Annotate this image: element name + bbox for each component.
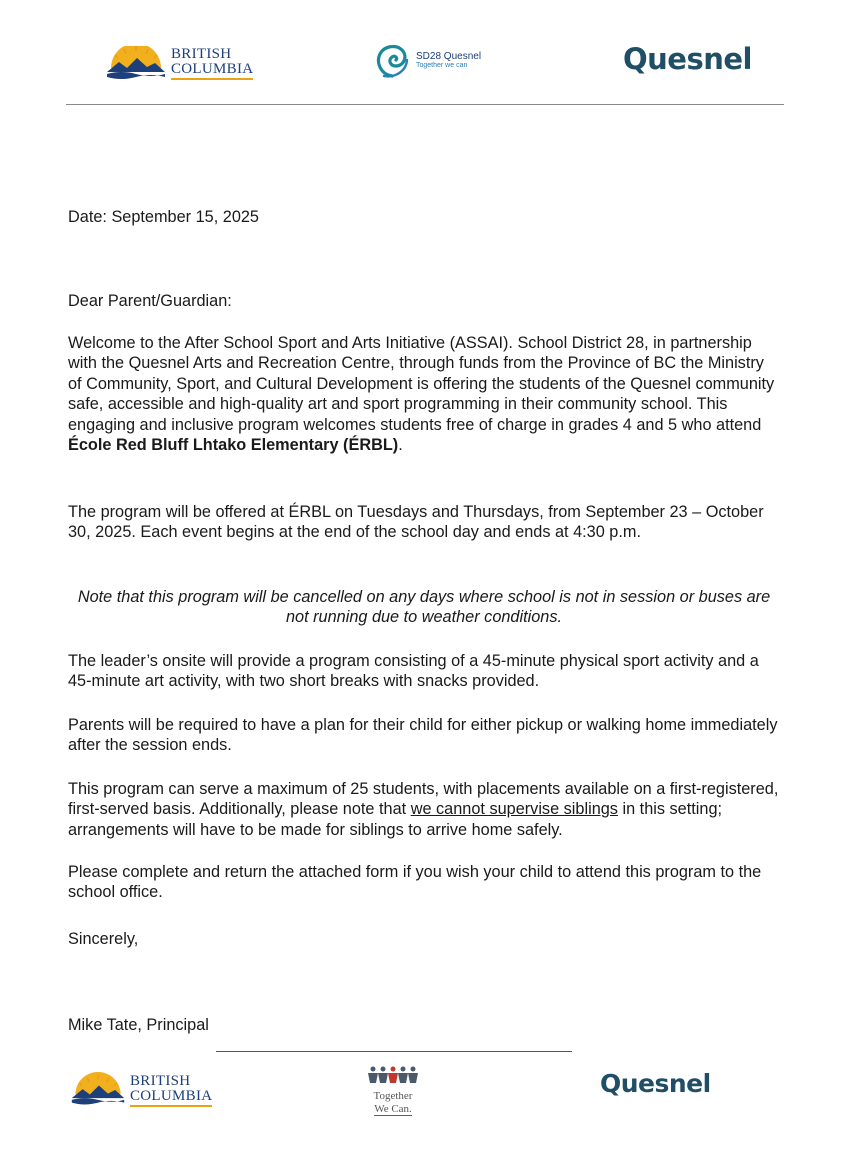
bc-line1: BRITISH bbox=[130, 1072, 191, 1089]
paragraph-schedule: The program will be offered at ÉRBL on Tuesdays and Thursdays, from September 23 – October 30, 2025. Each event begins at the end of the school day and ends at 4:30 p.m. bbox=[68, 503, 764, 542]
paragraph-capacity bbox=[68, 779, 780, 840]
school-name: École Red Bluff Lhtako Elementary (ÉRBL) bbox=[68, 436, 399, 455]
sd28-logo bbox=[374, 40, 481, 80]
quesnel-logo: Quesnel bbox=[623, 42, 752, 76]
signature: Mike Tate, Principal bbox=[68, 1016, 209, 1034]
sd28-tagline: Together we can bbox=[416, 62, 468, 69]
footer-bc-logo bbox=[70, 1072, 212, 1108]
bc-wordmark bbox=[130, 1074, 212, 1107]
capacity-end: in this setting; arrangements will have to be made for siblings to arrive home safely. bbox=[68, 800, 723, 839]
paragraph-pickup: Parents will be required to have a plan for their child for either pickup or walking home immediately after the session ends. bbox=[68, 716, 778, 755]
footer-quesnel-logo: Quesnel bbox=[600, 1069, 711, 1098]
cancellation-note: Note that this program will be cancelled on any days where school is not in session or buses are not running due to weather conditions. bbox=[77, 588, 771, 627]
paragraph-program: The leader’s onsite will provide a program consisting of a 45-minute physical sport activity and a 45-minute art activity, with two short breaks with snacks provided. bbox=[68, 652, 759, 691]
closing: Sincerely, bbox=[68, 930, 139, 948]
bc-sun-mountain-icon bbox=[70, 1072, 126, 1108]
together-logo bbox=[366, 1066, 420, 1116]
together-line1: Together bbox=[373, 1090, 413, 1102]
together-figures-icon bbox=[367, 1066, 419, 1084]
paragraph-form: Please complete and return the attached form if you wish your child to attend this program to the school office. bbox=[68, 863, 762, 902]
footer-divider bbox=[216, 1051, 572, 1052]
sd28-spiral-icon bbox=[374, 40, 410, 80]
sd28-name: SD28 Quesnel bbox=[416, 51, 482, 62]
together-line2: We Can. bbox=[374, 1103, 412, 1115]
salutation: Dear Parent/Guardian: bbox=[68, 292, 232, 310]
intro-text: Welcome to the After School Sport and Arts Initiative (ASSAI). School District 28, in partnership with the Quesnel Arts and Recreation Centre, through funds from the Province of BC the Ministry of Community, Sport, and Cultural Development is offering the students of the Quesnel community safe, accessible and high-quality art and sport programming in their community school. This engaging and inclusive program welcomes students free of charge in grades 4 and 5 who attend bbox=[68, 334, 775, 434]
header-divider bbox=[66, 104, 784, 105]
bc-line1: BRITISH bbox=[171, 45, 232, 62]
bc-wordmark bbox=[171, 47, 253, 80]
bc-logo bbox=[105, 46, 253, 80]
capacity-text: This program can serve a maximum of 25 students, with placements available on a first-registered, first-served basis. Additionally, please note that bbox=[68, 780, 779, 819]
bc-sun-mountain-icon bbox=[105, 46, 167, 80]
siblings-notice: we cannot supervise siblings bbox=[410, 800, 618, 819]
bc-line2: COLUMBIA bbox=[130, 1089, 212, 1107]
letter-date: Date: September 15, 2025 bbox=[68, 208, 259, 226]
paragraph-intro bbox=[68, 333, 780, 455]
intro-end: . bbox=[398, 436, 403, 455]
sd28-wordmark bbox=[416, 51, 481, 69]
bc-line2: COLUMBIA bbox=[171, 62, 253, 80]
